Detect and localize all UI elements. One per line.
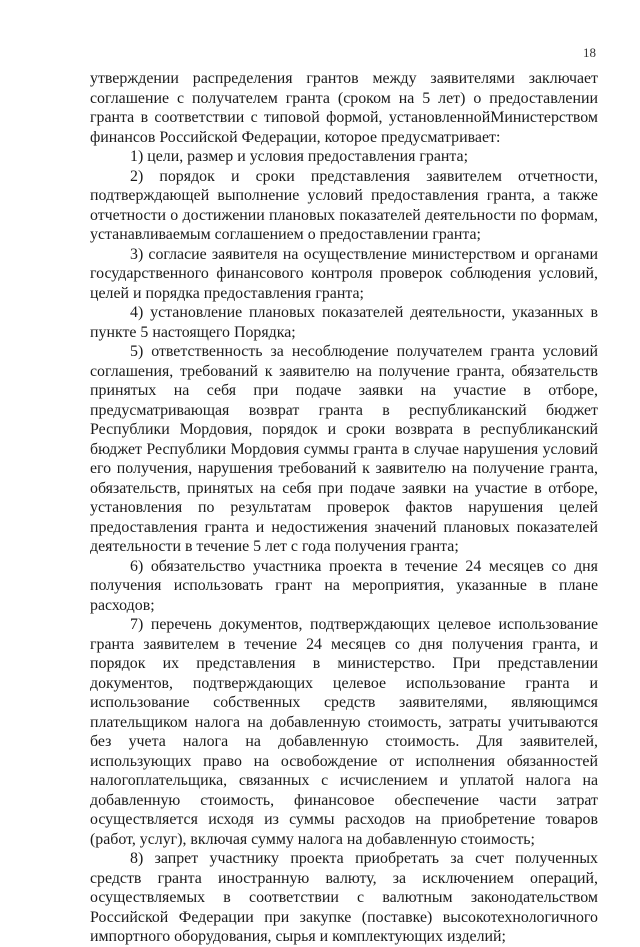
paragraph-item-6: 6) обязательство участника проекта в течение 24 месяцев со дня получения использовать грант на мероприятия, указанные в плане расходов; (90, 557, 598, 614)
paragraph-item-5: 5) ответственность за несоблюдение получателем гранта условий соглашения, требований к заявителю на получение гранта, обязательств принятых на себя при подаче заявки на участие в отборе, предусматривающая возврат гранта в республиканский бюджет Республики Мордовия, порядок и сроки возврата в республиканский бюджет Республики Мордовия суммы гранта в случае нарушения условий его получения, нарушения требований к заявителю на получение гранта, обязательств, принятых на себя при подаче заявки на участие в отборе, установления по результатам проверок фактов нарушения целей предоставления гранта и недостижения значений плановых показателей деятельности в течение 5 лет с года получения гранта; (90, 343, 598, 555)
paragraph-item-3: 3) согласие заявителя на осуществление министерством и органами государственного финансового контроля проверок соблюдения условий, целей и порядка предоставления гранта; (90, 245, 598, 302)
paragraph-item-8: 8) запрет участнику проекта приобретать за счет полученных средств гранта иностранную валюту, за исключением операций, осуществляемых в соответствии с валютным законодательством Российской Федерации при закупке (поставке) высокотехнологичного импортного оборудования, сырья и комплектующих изделий; (90, 850, 598, 945)
paragraph-continuation: утверждении распределения грантов между заявителями заключает соглашение с получателем гранта (сроком на 5 лет) о предоставлении гранта в соответствии с типовой формой, установленнойМинистерством финансов Российской Федерации, которое предусматривает: (90, 70, 598, 146)
paragraph-item-1: 1) цели, размер и условия предоставления гранта; (130, 148, 469, 165)
paragraph-item-7: 7) перечень документов, подтверждающих целевое использование гранта заявителем в течение 24 месяцев со дня получения гранта, и порядок их представления в министерство. При представлении документов, подтверждающих целевое использование гранта и использование собственных средств заявителями, являющимся плательщиком налога на добавленную стоимость, затраты учитываются без учета налога на добавленную стоимость. Для заявителей, использующих право на освобождение от исполнения обязанностей налогоплательщика, связанных с исчислением и уплатой налога на добавленную стоимость, финансовое обеспечение части затрат осуществляется исходя из суммы расходов на приобретение товаров (работ, услуг), включая сумму налога на добавленную стоимость; (90, 616, 598, 848)
document-body (90, 69, 598, 947)
paragraph-item-2: 2) порядок и сроки представления заявителем отчетности, подтверждающей выполнение условий предоставления гранта, а также отчетности о достижении плановых показателей деятельности по формам, устанавливаемым соглашением о предоставлении гранта; (90, 167, 598, 243)
paragraph-item-4: 4) установление плановых показателей деятельности, указанных в пункте 5 настоящего Порядка; (90, 304, 598, 341)
page-number: 18 (583, 45, 596, 60)
